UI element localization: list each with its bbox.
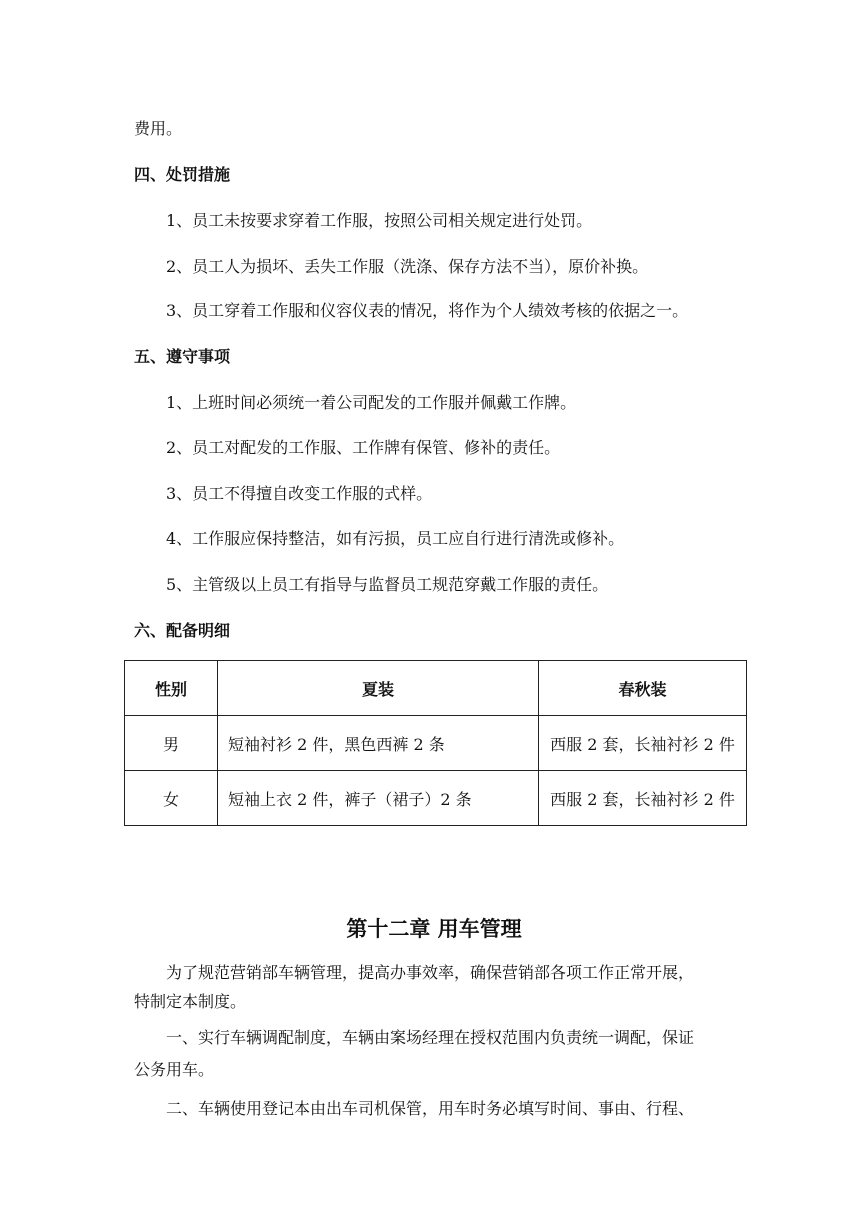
penalty-item-3: 3、员工穿着工作服和仪容仪表的情况，将作为个人绩效考核的依据之一。: [166, 301, 689, 320]
table-row: [125, 716, 747, 771]
section-heading-allocation: 六、配备明细: [134, 621, 231, 640]
uniform-allocation-table: [124, 660, 747, 826]
section-heading-penalties: 四、处罚措施: [134, 165, 231, 184]
table-cell-spring-autumn: 西服 2 套，长袖衬衫 2 件: [539, 771, 747, 826]
table-header-spring-autumn: 春秋装: [539, 661, 747, 716]
section-heading-compliance: 五、遵守事项: [134, 347, 231, 366]
table-header-summer: 夏装: [218, 661, 539, 716]
table-cell-gender: 女: [125, 771, 218, 826]
table-cell-summer: 短袖上衣 2 件，裤子（裙子）2 条: [218, 771, 539, 826]
compliance-item-2: 2、员工对配发的工作服、工作牌有保管、修补的责任。: [166, 438, 561, 457]
table-cell-summer: 短袖衬衫 2 件，黑色西裤 2 条: [218, 716, 539, 771]
chapter-title: 第十二章 用车管理: [346, 917, 522, 941]
compliance-item-4: 4、工作服应保持整洁，如有污损，员工应自行进行清洗或修补。: [166, 529, 625, 548]
table-cell-spring-autumn: 西服 2 套，长袖衬衫 2 件: [539, 716, 747, 771]
chapter-intro-line-1: 为了规范营销部车辆管理，提高办事效率，确保营销部各项工作正常开展，: [166, 963, 695, 982]
table-row: [125, 771, 747, 826]
penalty-item-2: 2、员工人为损坏、丢失工作服（洗涤、保存方法不当），原价补换。: [166, 257, 649, 276]
chapter-para2-line-1: 二、车辆使用登记本由出车司机保管，用车时务必填写时间、事由、行程、: [166, 1099, 695, 1118]
table-header-row: [125, 661, 747, 716]
chapter-intro-line-2: 特制定本制度。: [134, 992, 247, 1011]
table-cell-gender: 男: [125, 716, 218, 771]
chapter-para1-line-1: 一、实行车辆调配制度，车辆由案场经理在授权范围内负责统一调配，保证: [166, 1028, 695, 1047]
table-header-gender: 性别: [125, 661, 218, 716]
compliance-item-5: 5、主管级以上员工有指导与监督员工规范穿戴工作服的责任。: [166, 575, 609, 594]
chapter-para1-line-2: 公务用车。: [134, 1060, 215, 1079]
paragraph-fee-tail: 费用。: [134, 119, 183, 138]
penalty-item-1: 1、员工未按要求穿着工作服，按照公司相关规定进行处罚。: [166, 211, 593, 230]
compliance-item-3: 3、员工不得擅自改变工作服的式样。: [166, 484, 433, 503]
compliance-item-1: 1、上班时间必须统一着公司配发的工作服并佩戴工作牌。: [166, 393, 577, 412]
